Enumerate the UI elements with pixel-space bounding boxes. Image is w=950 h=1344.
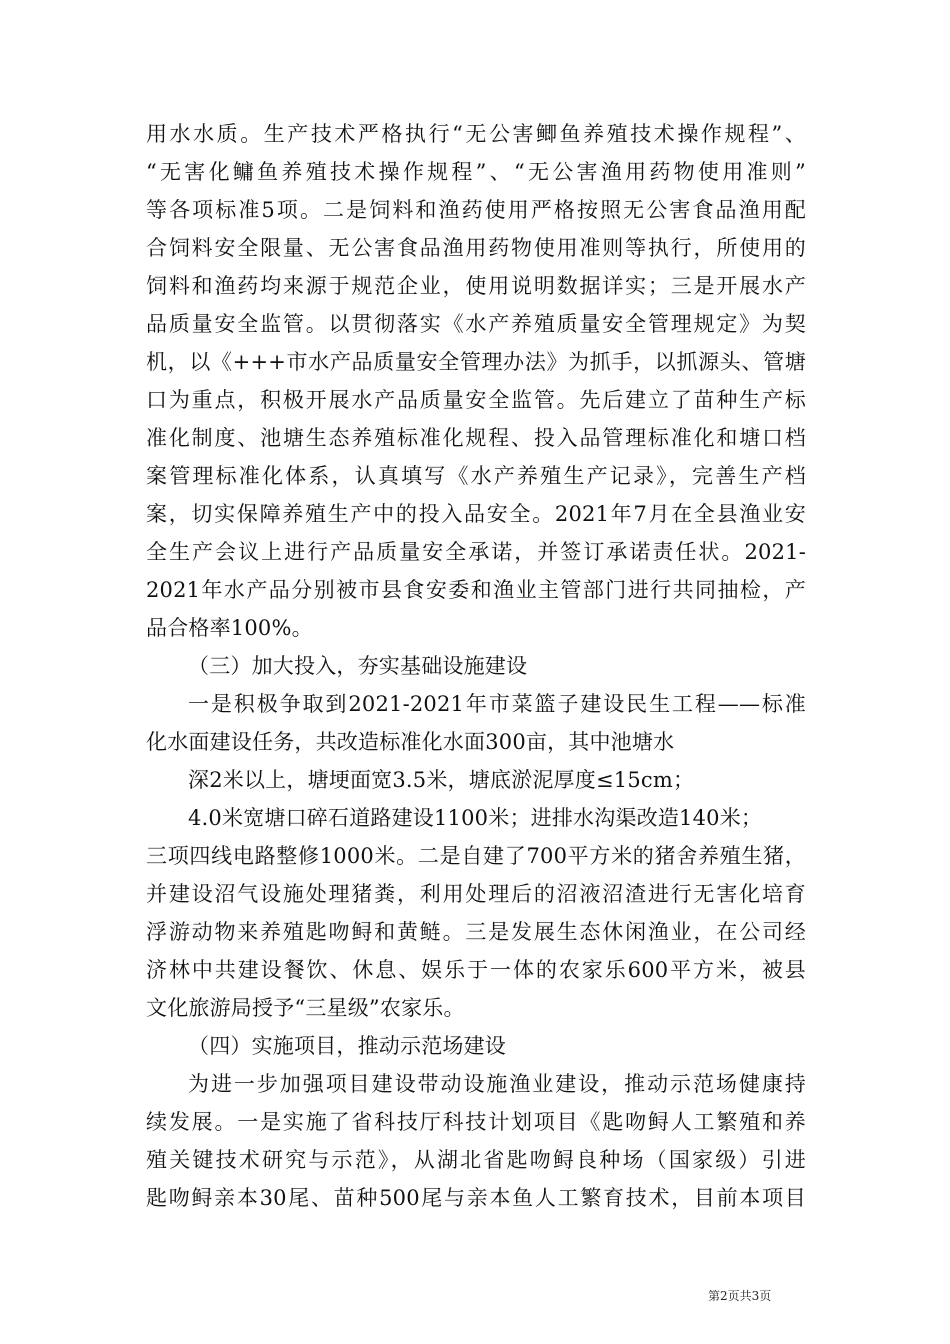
text-line: 4.0米宽塘口碎石道路建设1100米；进排水沟渠改造140米； [188, 806, 763, 830]
text-line: 济林中共建设餐饮、休息、娱乐于一体的农家乐600平方米，被县 [146, 958, 806, 982]
text-line: 深2米以上，塘埂面宽3.5米，塘底淤泥厚度≤15cm； [188, 768, 695, 792]
text-line: 全生产会议上进行产品质量安全承诺，并签订承诺责任状。2021- [146, 540, 806, 564]
text-line: 化水面建设任务，共改造标准化水面300亩，其中池塘水 [146, 730, 675, 754]
page-number: 第2页共3页 [708, 1289, 772, 1303]
text-line: 为进一步加强项目建设带动设施渔业建设，推动示范场健康持 [188, 1072, 806, 1096]
text-line: 品质量安全监管。以贯彻落实《水产养殖质量安全管理规定》为契 [146, 312, 806, 336]
text-line: 饲料和渔药均来源于规范企业，使用说明数据详实；三是开展水产 [146, 274, 806, 298]
section-heading: （三）加大投入，夯实基础设施建设 [188, 654, 528, 678]
text-line: 准化制度、池塘生态养殖标准化规程、投入品管理标准化和塘口档 [146, 426, 806, 450]
text-line: 用水水质。生产技术严格执行“无公害鲫鱼养殖技术操作规程”、 [146, 122, 806, 146]
text-line: 2021年水产品分别被市县食安委和渔业主管部门进行共同抽检，产 [146, 578, 806, 602]
text-line: 浮游动物来养殖匙吻鲟和黄鲢。三是发展生态休闲渔业，在公司经 [146, 920, 806, 944]
text-line: 续发展。一是实施了省科技厅科技计划项目《匙吻鲟人工繁殖和养 [146, 1110, 806, 1134]
text-line: 三项四线电路整修1000米。二是自建了700平方米的猪舍养殖生猪， [146, 844, 806, 868]
text-line: 品合格率100%。 [146, 616, 313, 640]
text-line: 口为重点，积极开展水产品质量安全监管。先后建立了苗种生产标 [146, 388, 806, 412]
text-line: 案管理标准化体系，认真填写《水产养殖生产记录》，完善生产档 [146, 464, 806, 488]
text-line: 并建设沼气设施处理猪粪，利用处理后的沼液沼渣进行无害化培育 [146, 882, 806, 906]
text-line: 机，以《+++市水产品质量安全管理办法》为抓手，以抓源头、管塘 [146, 350, 806, 374]
text-line: 案，切实保障养殖生产中的投入品安全。2021年7月在全县渔业安 [146, 502, 806, 526]
text-line: 殖关键技术研究与示范》，从湖北省匙吻鲟良种场（国家级）引进 [146, 1148, 806, 1172]
text-line: 文化旅游局授予“三星级”农家乐。 [146, 996, 465, 1020]
text-line: 匙吻鲟亲本30尾、苗种500尾与亲本鱼人工繁育技术，目前本项目 [146, 1186, 806, 1210]
section-heading: （四）实施项目，推动示范场建设 [188, 1034, 506, 1058]
text-line: 一是积极争取到2021-2021年市菜篮子建设民生工程——标准 [188, 692, 806, 716]
text-line: 合饲料安全限量、无公害食品渔用药物使用准则等执行，所使用的 [146, 236, 806, 260]
text-line: “无害化鳙鱼养殖技术操作规程”、“无公害渔用药物使用准则” [146, 160, 806, 184]
text-line: 等各项标准5项。二是饲料和渔药使用严格按照无公害食品渔用配 [146, 198, 806, 222]
